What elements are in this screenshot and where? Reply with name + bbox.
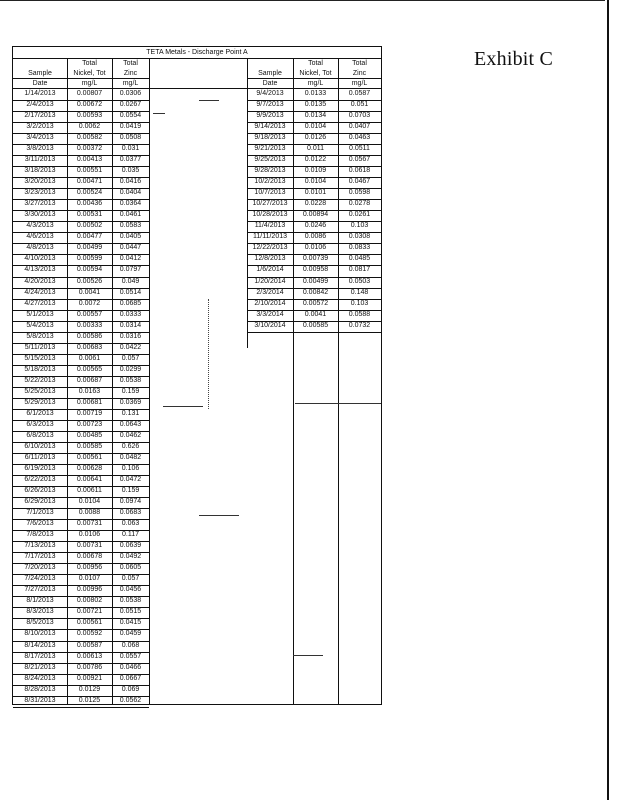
nickel-value-cell: 0.00594 (76, 266, 103, 274)
zinc-value-cell: 0.0485 (348, 255, 371, 263)
sample-date-cell: 5/29/2013 (24, 398, 56, 406)
nickel-value-cell: 0.00557 (76, 310, 103, 318)
zinc-value-cell: 0.0416 (119, 178, 142, 186)
left-header-nickel-1: Total (82, 60, 97, 67)
sample-date-cell: 9/14/2013 (254, 123, 286, 131)
zinc-value-cell: 0.0588 (348, 310, 371, 318)
sample-date-cell: 4/20/2013 (24, 277, 56, 285)
sample-date-cell: 9/4/2013 (256, 90, 284, 97)
zinc-value-cell: 0.069 (121, 685, 140, 693)
nickel-value-cell: 0.0107 (78, 575, 101, 583)
sample-date-cell: 6/26/2013 (24, 487, 56, 495)
nickel-value-cell: 0.0062 (78, 123, 101, 131)
zinc-value-cell: 0.057 (121, 354, 140, 362)
zinc-value-cell: 0.0583 (119, 222, 142, 230)
zinc-value-cell: 0.131 (121, 409, 140, 417)
sample-date-cell: 3/30/2013 (24, 211, 56, 219)
sample-date-cell: 8/17/2013 (24, 652, 56, 660)
nickel-value-cell: 0.0228 (304, 200, 327, 208)
zinc-value-cell: 0.0557 (119, 652, 142, 660)
nickel-value-cell: 0.0133 (304, 90, 327, 97)
sample-date-cell: 2/17/2013 (24, 112, 56, 120)
nickel-value-cell: 0.0072 (78, 299, 101, 307)
zinc-value-cell: 0.0554 (119, 112, 142, 120)
left-header-date-1: Sample (28, 70, 52, 77)
nickel-value-cell: 0.0106 (78, 531, 101, 539)
sample-date-cell: 8/28/2013 (24, 685, 56, 693)
sample-date-cell: 6/19/2013 (24, 465, 56, 473)
nickel-value-cell: 0.00678 (76, 553, 103, 561)
zinc-value-cell: 0.106 (121, 465, 140, 473)
sample-date-cell: 3/4/2013 (26, 134, 54, 142)
nickel-value-cell: 0.00585 (302, 321, 329, 329)
zinc-value-cell: 0.0567 (348, 156, 371, 164)
nickel-value-cell: 0.00592 (76, 630, 103, 638)
sample-date-cell: 6/1/2013 (26, 409, 54, 417)
nickel-value-cell: 0.0134 (304, 112, 327, 120)
sample-date-cell: 4/13/2013 (24, 266, 56, 274)
left-header-zinc-2: Zinc (123, 70, 138, 77)
sample-date-cell: 8/1/2013 (26, 597, 54, 605)
zinc-value-cell: 0.117 (122, 531, 139, 539)
sample-date-cell: 4/27/2013 (24, 299, 56, 307)
sample-date-cell: 6/29/2013 (24, 498, 56, 506)
zinc-value-cell: 0.103 (350, 299, 369, 307)
sample-date-cell: 7/13/2013 (24, 542, 56, 550)
exhibit-label: Exhibit C (474, 48, 554, 70)
nickel-value-cell: 0.00499 (302, 277, 329, 285)
sample-date-cell: 6/3/2013 (26, 420, 54, 428)
sample-date-cell: 9/7/2013 (256, 101, 284, 109)
scan-artifact (208, 299, 209, 409)
zinc-value-cell: 0.0514 (119, 288, 142, 296)
zinc-value-cell: 0.0456 (119, 586, 142, 594)
sample-date-cell: 8/21/2013 (24, 663, 56, 671)
zinc-value-cell: 0.0415 (119, 619, 142, 627)
nickel-value-cell: 0.0041 (304, 310, 327, 318)
zinc-value-cell: 0.0492 (119, 553, 142, 561)
sample-date-cell: 7/20/2013 (24, 564, 56, 572)
nickel-value-cell: 0.00613 (76, 652, 103, 660)
right-header-nickel-2: Nickel, Tot (299, 70, 332, 77)
zinc-value-cell: 0.031 (121, 145, 140, 153)
zinc-value-cell: 0.051 (350, 101, 369, 109)
sample-date-cell: 9/25/2013 (254, 156, 286, 164)
nickel-value-cell: 0.0122 (304, 156, 327, 164)
nickel-value-cell: 0.00956 (76, 564, 103, 572)
sample-date-cell: 3/27/2013 (24, 200, 56, 208)
sample-date-cell: 3/23/2013 (24, 189, 56, 197)
nickel-value-cell: 0.00628 (76, 465, 103, 473)
nickel-value-cell: 0.00731 (76, 520, 103, 528)
sample-date-cell: 8/5/2013 (26, 619, 54, 627)
zinc-value-cell: 0.0299 (119, 365, 142, 373)
scan-artifact (153, 113, 165, 114)
sample-date-cell: 4/24/2013 (24, 288, 56, 296)
right-header-nickel-3: mg/L (307, 80, 324, 87)
zinc-value-cell: 0.0587 (348, 90, 371, 97)
nickel-value-cell: 0.00723 (76, 420, 103, 428)
zinc-value-cell: 0.0703 (348, 112, 371, 120)
nickel-value-cell: 0.00551 (76, 167, 103, 175)
sample-date-cell: 8/3/2013 (26, 608, 54, 616)
nickel-value-cell: 0.00524 (76, 189, 103, 197)
zinc-value-cell: 0.0278 (348, 200, 371, 208)
data-table (12, 46, 382, 705)
nickel-value-cell: 0.00485 (76, 431, 103, 439)
zinc-value-cell: 0.0459 (119, 630, 142, 638)
nickel-value-cell: 0.00436 (76, 200, 103, 208)
nickel-value-cell: 0.00565 (76, 365, 103, 373)
zinc-value-cell: 0.0308 (348, 233, 371, 241)
zinc-value-cell: 0.0511 (349, 145, 370, 153)
zinc-value-cell: 0.0685 (119, 299, 142, 307)
row-divider (247, 332, 381, 333)
nickel-value-cell: 0.0104 (304, 178, 327, 186)
sample-date-cell: 12/8/2013 (254, 255, 286, 263)
sample-date-cell: 7/27/2013 (24, 586, 56, 594)
nickel-value-cell: 0.00641 (76, 476, 103, 484)
scan-artifact (295, 403, 381, 404)
sample-date-cell: 3/3/2014 (256, 310, 284, 318)
sample-date-cell: 1/20/2014 (254, 277, 286, 285)
nickel-value-cell: 0.00894 (302, 211, 329, 219)
sample-date-cell: 9/9/2013 (256, 112, 284, 120)
grid-line (149, 58, 150, 704)
zinc-value-cell: 0.0407 (348, 123, 371, 131)
zinc-value-cell: 0.0605 (119, 564, 142, 572)
sample-date-cell: 8/24/2013 (24, 674, 56, 682)
nickel-value-cell: 0.00611 (77, 487, 102, 495)
zinc-value-cell: 0.063 (121, 520, 140, 528)
nickel-value-cell: 0.00802 (76, 597, 103, 605)
right-header-zinc-2: Zinc (352, 70, 367, 77)
nickel-value-cell: 0.0104 (78, 498, 101, 506)
zinc-value-cell: 0.0333 (119, 310, 142, 318)
nickel-value-cell: 0.00807 (76, 90, 103, 97)
sample-date-cell: 2/3/2014 (256, 288, 284, 296)
zinc-value-cell: 0.068 (121, 641, 140, 649)
sample-date-cell: 9/21/2013 (254, 145, 286, 153)
zinc-value-cell: 0.0463 (348, 134, 371, 142)
sample-date-cell: 5/11/2013 (24, 343, 56, 351)
left-header-nickel-2: Nickel, Tot (73, 70, 106, 77)
nickel-value-cell: 0.00561 (76, 619, 103, 627)
scan-edge-right (607, 0, 617, 800)
sample-date-cell: 8/31/2013 (24, 696, 56, 704)
right-header-date-1: Sample (258, 70, 282, 77)
zinc-value-cell: 0.0466 (119, 663, 142, 671)
nickel-value-cell: 0.00593 (76, 112, 103, 120)
nickel-value-cell: 0.00471 (76, 178, 103, 186)
zinc-value-cell: 0.0503 (348, 277, 371, 285)
sample-date-cell: 7/6/2013 (26, 520, 54, 528)
zinc-value-cell: 0.0364 (119, 200, 142, 208)
zinc-value-cell: 0.148 (350, 288, 369, 296)
zinc-value-cell: 0.049 (121, 277, 140, 285)
zinc-value-cell: 0.035 (121, 167, 140, 175)
nickel-value-cell: 0.00561 (76, 453, 103, 461)
zinc-value-cell: 0.0833 (348, 244, 371, 252)
sample-date-cell: 1/6/2014 (256, 266, 284, 274)
zinc-value-cell: 0.0974 (119, 498, 142, 506)
zinc-value-cell: 0.0683 (119, 509, 142, 517)
sample-date-cell: 7/8/2013 (26, 531, 54, 539)
nickel-value-cell: 0.00502 (76, 222, 103, 230)
nickel-value-cell: 0.0129 (78, 685, 101, 693)
scan-edge-top (0, 0, 605, 5)
nickel-value-cell: 0.0104 (304, 123, 327, 131)
nickel-value-cell: 0.0101 (304, 189, 327, 197)
sample-date-cell: 5/15/2013 (24, 354, 56, 362)
nickel-value-cell: 0.0088 (78, 509, 101, 517)
sample-date-cell: 7/24/2013 (24, 575, 56, 583)
zinc-value-cell: 0.0667 (119, 674, 142, 682)
sample-date-cell: 4/8/2013 (26, 244, 54, 252)
left-header-nickel-3: mg/L (81, 80, 98, 87)
sample-date-cell: 4/10/2013 (24, 255, 56, 263)
nickel-value-cell: 0.00477 (76, 233, 103, 241)
nickel-value-cell: 0.0061 (78, 354, 101, 362)
sample-date-cell: 7/17/2013 (24, 553, 56, 561)
nickel-value-cell: 0.00672 (76, 101, 103, 109)
right-header-nickel-1: Total (308, 60, 323, 67)
nickel-value-cell: 0.00721 (76, 608, 103, 616)
sample-date-cell: 6/11/2013 (24, 453, 56, 461)
sample-date-cell: 5/22/2013 (24, 376, 56, 384)
sample-date-cell: 8/14/2013 (24, 641, 56, 649)
zinc-value-cell: 0.0639 (119, 542, 142, 550)
sample-date-cell: 2/10/2014 (254, 299, 286, 307)
scan-artifact (293, 655, 323, 656)
grid-line (247, 78, 381, 79)
nickel-value-cell: 0.00582 (76, 134, 103, 142)
sample-date-cell: 6/10/2013 (24, 442, 56, 450)
nickel-value-cell: 0.0041 (78, 288, 101, 296)
nickel-value-cell: 0.00719 (76, 409, 103, 417)
nickel-value-cell: 0.00413 (76, 156, 103, 164)
scan-artifact (199, 515, 239, 516)
left-header-date-2: Date (32, 80, 48, 87)
zinc-value-cell: 0.0314 (119, 321, 142, 329)
zinc-value-cell: 0.0508 (119, 134, 142, 142)
sample-date-cell: 3/11/2013 (24, 156, 56, 164)
nickel-value-cell: 0.00587 (76, 641, 103, 649)
right-header-date-2: Date (262, 80, 278, 87)
nickel-value-cell: 0.00499 (76, 244, 103, 252)
zinc-value-cell: 0.0538 (119, 376, 142, 384)
nickel-value-cell: 0.00372 (76, 145, 103, 153)
nickel-value-cell: 0.0109 (304, 167, 327, 175)
zinc-value-cell: 0.0422 (119, 343, 142, 351)
zinc-value-cell: 0.0472 (119, 476, 142, 484)
nickel-value-cell: 0.00731 (76, 542, 103, 550)
nickel-value-cell: 0.00958 (302, 266, 329, 274)
zinc-value-cell: 0.0482 (119, 453, 142, 461)
sample-date-cell: 3/10/2014 (254, 321, 286, 329)
nickel-value-cell: 0.00585 (76, 442, 103, 450)
nickel-value-cell: 0.00739 (302, 255, 329, 263)
sample-date-cell: 5/25/2013 (24, 387, 56, 395)
sample-date-cell: 10/2/2013 (254, 178, 286, 186)
sample-date-cell: 5/4/2013 (26, 321, 54, 329)
sample-date-cell: 11/4/2013 (254, 222, 286, 230)
nickel-value-cell: 0.00683 (76, 343, 103, 351)
nickel-value-cell: 0.0126 (304, 134, 327, 142)
zinc-value-cell: 0.0562 (119, 696, 142, 704)
nickel-value-cell: 0.00681 (76, 398, 103, 406)
nickel-value-cell: 0.00586 (76, 332, 103, 340)
sample-date-cell: 9/28/2013 (254, 167, 286, 175)
sample-date-cell: 11/11/2013 (253, 233, 287, 241)
sample-date-cell: 4/3/2013 (26, 222, 54, 230)
left-header-zinc-3: mg/L (122, 80, 139, 87)
zinc-value-cell: 0.159 (121, 387, 140, 395)
sample-date-cell: 7/1/2013 (26, 509, 54, 517)
sample-date-cell: 10/7/2013 (254, 189, 286, 197)
zinc-value-cell: 0.0462 (119, 431, 142, 439)
zinc-value-cell: 0.0261 (348, 211, 371, 219)
zinc-value-cell: 0.0377 (119, 156, 142, 164)
row-divider (13, 707, 149, 708)
sample-date-cell: 5/18/2013 (24, 365, 56, 373)
zinc-value-cell: 0.0447 (119, 244, 142, 252)
right-header-zinc-1: Total (352, 60, 367, 67)
sample-date-cell: 10/27/2013 (252, 200, 288, 208)
sample-date-cell: 6/8/2013 (26, 431, 54, 439)
zinc-value-cell: 0.0461 (119, 211, 142, 219)
nickel-value-cell: 0.00921 (76, 674, 103, 682)
sample-date-cell: 3/18/2013 (24, 167, 56, 175)
zinc-value-cell: 0.0598 (348, 189, 371, 197)
nickel-value-cell: 0.00996 (76, 586, 103, 594)
zinc-value-cell: 0.0467 (348, 178, 371, 186)
zinc-value-cell: 0.103 (350, 222, 369, 230)
zinc-value-cell: 0.0369 (119, 398, 142, 406)
nickel-value-cell: 0.00687 (76, 376, 103, 384)
zinc-value-cell: 0.0306 (119, 90, 142, 97)
right-header-zinc-3: mg/L (351, 80, 368, 87)
grid-line (13, 78, 149, 79)
sample-date-cell: 9/18/2013 (254, 134, 286, 142)
nickel-value-cell: 0.00531 (76, 211, 103, 219)
sample-date-cell: 10/28/2013 (252, 211, 288, 219)
zinc-value-cell: 0.0316 (119, 332, 142, 340)
zinc-value-cell: 0.0405 (119, 233, 142, 241)
sample-date-cell: 3/20/2013 (24, 178, 56, 186)
sample-date-cell: 2/4/2013 (26, 101, 54, 109)
scan-artifact (163, 406, 203, 407)
nickel-value-cell: 0.00572 (302, 299, 329, 307)
zinc-value-cell: 0.0643 (119, 420, 142, 428)
sample-date-cell: 5/8/2013 (26, 332, 54, 340)
scan-artifact (199, 100, 219, 101)
sample-date-cell: 1/14/2013 (24, 90, 56, 97)
nickel-value-cell: 0.0106 (304, 244, 327, 252)
sample-date-cell: 5/1/2013 (26, 310, 54, 318)
nickel-value-cell: 0.0246 (304, 222, 327, 230)
zinc-value-cell: 0.0817 (348, 266, 371, 274)
zinc-value-cell: 0.0538 (119, 597, 142, 605)
sample-date-cell: 4/6/2013 (26, 233, 54, 241)
zinc-value-cell: 0.0404 (119, 189, 142, 197)
table-title: TETA Metals - Discharge Point A (13, 47, 381, 59)
zinc-value-cell: 0.0412 (119, 255, 142, 263)
zinc-value-cell: 0.159 (121, 487, 140, 495)
sample-date-cell: 6/22/2013 (24, 476, 56, 484)
nickel-value-cell: 0.011 (307, 145, 324, 153)
nickel-value-cell: 0.00599 (76, 255, 103, 263)
sample-date-cell: 3/2/2013 (26, 123, 54, 131)
zinc-value-cell: 0.057 (121, 575, 140, 583)
nickel-value-cell: 0.00526 (76, 277, 103, 285)
nickel-value-cell: 0.0135 (304, 101, 327, 109)
nickel-value-cell: 0.00842 (302, 288, 329, 296)
nickel-value-cell: 0.0125 (78, 696, 101, 704)
sample-date-cell: 3/8/2013 (26, 145, 54, 153)
sample-date-cell: 8/10/2013 (24, 630, 56, 638)
nickel-value-cell: 0.00333 (76, 321, 103, 329)
zinc-value-cell: 0.0515 (119, 608, 142, 616)
left-header-zinc-1: Total (123, 60, 138, 67)
zinc-value-cell: 0.0419 (119, 123, 142, 131)
nickel-value-cell: 0.0086 (304, 233, 327, 241)
nickel-value-cell: 0.00786 (76, 663, 103, 671)
nickel-value-cell: 0.0163 (78, 387, 101, 395)
sample-date-cell: 12/22/2013 (252, 244, 288, 252)
zinc-value-cell: 0.626 (121, 442, 140, 450)
zinc-value-cell: 0.0797 (119, 266, 142, 274)
zinc-value-cell: 0.0732 (348, 321, 371, 329)
zinc-value-cell: 0.0618 (348, 167, 371, 175)
zinc-value-cell: 0.0267 (119, 101, 142, 109)
